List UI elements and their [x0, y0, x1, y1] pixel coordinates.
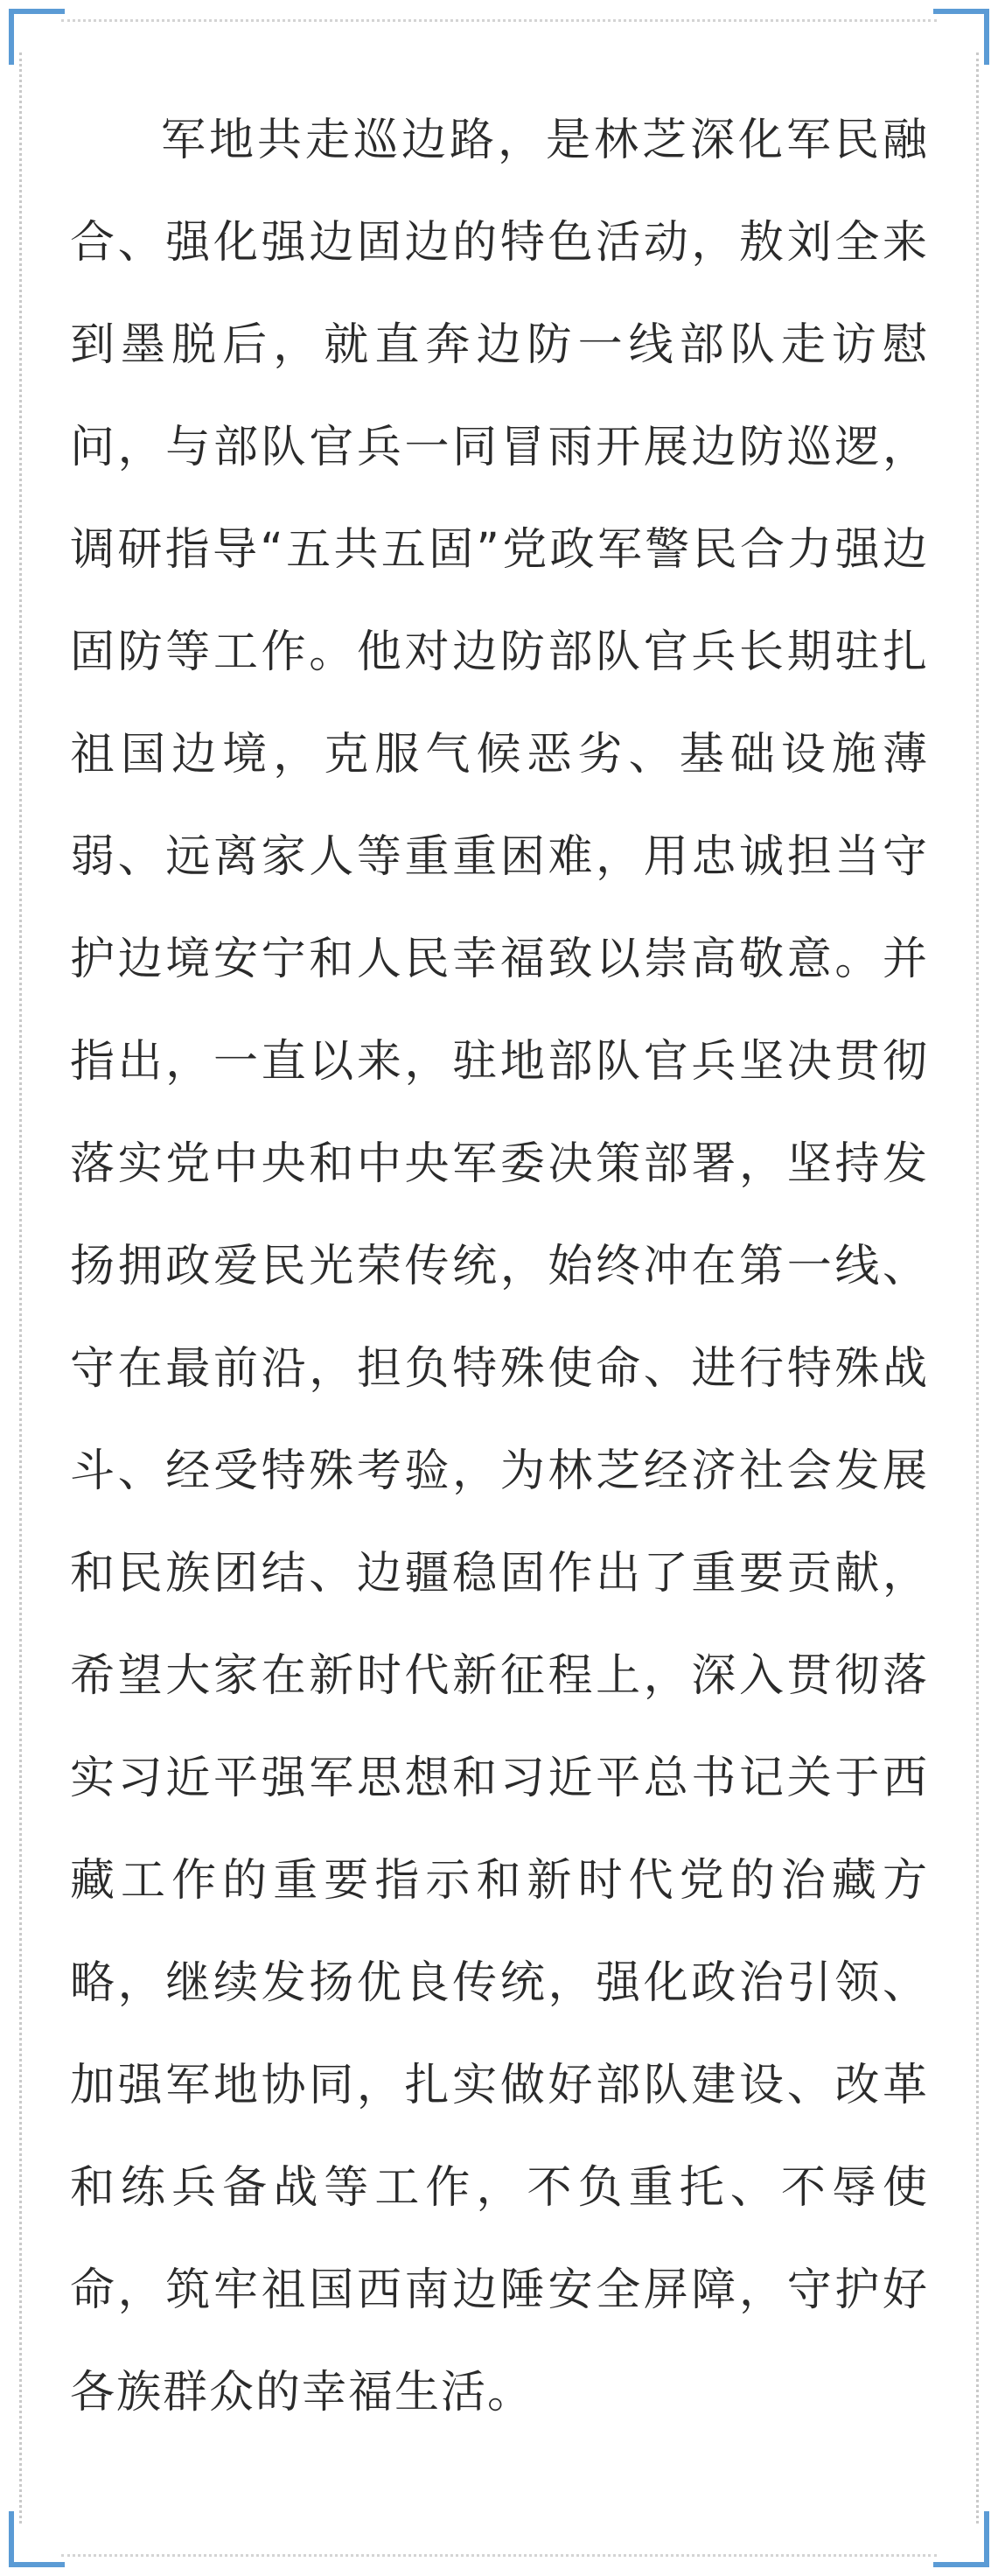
article-body — [70, 89, 929, 2444]
right-dotted-border — [976, 52, 979, 2524]
article-paragraph: 军地共走巡边路，是林芝深化军民融合、强化强边固边的特色活动，敖刘全来到墨脱后，就直奔边防一线部队走访慰问，与部队官兵一同冒雨开展边防巡逻，调研指导“五共五固”党政军警民合力强边固防等工作。他对边防部队官兵长期驻扎祖国边境，克服气候恶劣、基础设施薄弱、远离家人等重重困难，用忠诚担当守护边境安宁和人民幸福致以崇高敬意。并指出，一直以来，驻地部队官兵坚决贯彻落实党中央和中央军委决策部署，坚持发扬拥政爱民光荣传统，始终冲在第一线、守在最前沿，担负特殊使命、进行特殊战斗、经受特殊考验，为林芝经济社会发展和民族团结、边疆稳固作出了重要贡献，希望大家在新时代新征程上，深入贯彻落实习近平强军思想和习近平总书记关于西藏工作的重要指示和新时代党的治藏方略，继续发扬优良传统，强化政治引领、加强军地协同，扎实做好部队建设、改革和练兵备战等工作，不负重托、不辱使命，筑牢祖国西南边陲安全屏障，守护好各族群众的幸福生活。 — [70, 115, 929, 2418]
top-right-corner-bracket — [933, 9, 989, 65]
top-dotted-border — [61, 19, 937, 22]
left-dotted-border — [19, 52, 22, 2524]
bottom-right-corner-bracket — [933, 2511, 989, 2567]
bottom-left-corner-bracket — [9, 2511, 65, 2567]
top-left-corner-bracket — [9, 9, 65, 65]
bottom-dotted-border — [61, 2554, 937, 2557]
